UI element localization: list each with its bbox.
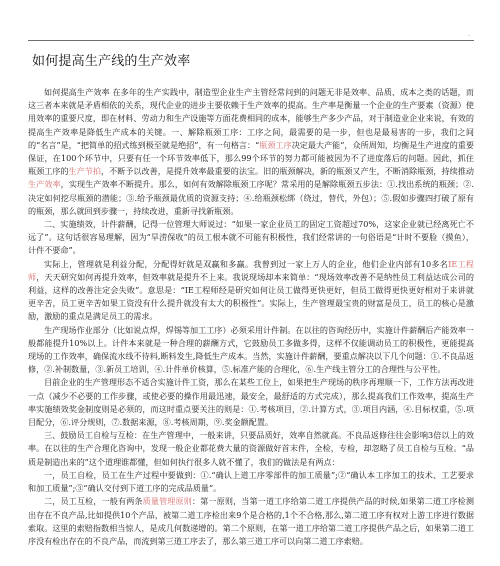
body-paragraph (28, 258, 474, 324)
text-run: 一，员工自检，员工在生产过程中要做到：①.“确认上道工序零部件的加工质量”;②“确认本工序加工的技术、工艺要求和加工质量”;③“确认交付到下道工序的完成品质量”。 (28, 469, 474, 494)
text-run: 三、鼓励员工自检与互检：在生产管理中，一般来讲，只要品质好，效率自然就高。不良品返修往往会影响3倍以上的效率。在以往的生产合理化咨询中，发现一般企业都花费大量的资源做好首末件，全检，专检，却忽略了员工自检与互检。“品质是制造出来的”这个道理谁都懂，但如何执行很多人就不懂了，我们的做法是有两点： (28, 430, 474, 467)
header-rule (28, 40, 474, 41)
corner-mark: · (468, 33, 470, 40)
text-run: 如何提高生产效率 在多年的生产实践中，制造型企业生产主管经常问到的问题无非是效率、品质、成本之类的话题，而这三者本来就是矛盾相依的关系，现代企业的进步主要依赖于生产效率的提高。生产率是衡量一个企业的生产要素（资源）使用效率的重要尺度，即在材料、劳动力和生产设施等方面花费相同的成本，能够生产多少产品，对于制造业企业来说，有效的提高生产效率是降低生产成本的关键。 (28, 87, 474, 137)
document-title: 如何提高生产线的生产效率 (32, 54, 191, 69)
highlighted-term: 生产节拍 (68, 166, 101, 177)
highlighted-term: 生产效率 (28, 179, 61, 190)
highlighted-term: IE工程师 (28, 258, 474, 282)
text-run: ，不断予以改善，是提升效率最重要的法宝。旧的瓶颈解决，新的瓶颈又产生，不断消除瓶颈，持续推动 (100, 166, 474, 177)
body-paragraph (28, 376, 474, 429)
body-paragraph (28, 218, 474, 258)
document-body (28, 86, 474, 548)
text-run: 二，员工互检，一般有两条 (44, 496, 143, 507)
body-paragraph (28, 86, 474, 218)
text-run: 一、解除瓶颈工序：工序之间，最需要的是一步，但也是最易害的一步，我们之间的“名言”是，“把简单的招式练到极至就是绝招”，有一句格言：“ (28, 126, 474, 150)
body-paragraph (28, 469, 474, 495)
text-run: ：第一原则，当第一道工序给第二道工序提供产品的时候,如果第二道工序检测出存在不良产品,比如提供10个产品，被第二道工序检出来9个是合格的,1个不合格,那么,第二道工序有权对上游工序进行数据索取。这里的索赔指数相当惊人，是成几何数递增的。第二个原则，在第一道工序给第二道工序提供产品之后，如果第二道工序没有检出存在的不良产品，而流到第三道工序去了，那么第三道工序可以向第二道工序索赔。 (28, 496, 474, 546)
highlighted-term: 瓶颈工序 (259, 139, 292, 150)
body-paragraph (28, 429, 474, 469)
text-run: 生产现场作业部分（比如说点焊，焊锡等加工工序）必须采用计件制。在以往的咨询经历中，实施计件薪酬后产能效率一般都能提升10%以上。计件本来就是一种合理的薪酬方式，它鼓励员工多做多得，这样不仅能调动员工的积极性，更能提高现场的工作效率，确保流水线不待料,断料发生,降低生产成本。当然，实施计件薪酬，要重点解决以下几个问题：①.不良品返修，②.补制数量，③.新员工培训，④.计件单价核算，⑤.标准产能的合理化，⑥.生产线主管分工的合理性与公平性。 (28, 324, 474, 375)
text-run: 决定最大产能”，众所周知，均衡是生产进度的重要保证，在100个环节中，只要有任一个环节效率低下，那么99个环节的努力都可能被因为不了进度落后的问题。因此，抓住瓶颈工序的 (28, 139, 474, 177)
highlighted-term: 质量管理原则 (142, 496, 192, 507)
text-run: 目前企业的生产管理形态不适合实施计件工资，那么在某些工位上，如果把生产现场的秩序再理顺一下，工作方法再改进一点（减少不必要的工作步骤，或使必要的操作用最迅速，最安全，最舒适的方式完成），那么提高我们工作效率，提高生产率实施绩效奖金制度则是必须的，而这时重点要关注的则是：①.考核项目，②.计算方式，③.项目内涵，④.目标权重，⑤.项目配分，⑥.评分规则，⑦.数据来源，⑧.考核周期，⑨.奖金额配置。 (28, 377, 474, 428)
text-run: ，实现生产效率不断提升。那么，如何有效解除瓶颈工序呢？常采用的是解除瓶颈五步法：①.找出系统的瓶颈；②.决定如何挖尽瓶颈的潜能；③.给予瓶颈最优质的资源支持；④.给瓶颈松绑（绕过，替代，外包）；⑤.假如步骤四打破了原有的瓶颈，那么就回到步骤一，持续改进，重新寻找新瓶颈。 (28, 179, 474, 216)
text-run: ，天天研究如何再提升效率，但效率就是提升不上来。我说现场却本来简单：“现场效率改善不是纳性员工利益达成公司的利益，这样的改善注定会失败”。意思是：“IE工程师经是研究如何让员工做得更快更好，但员工做得更快更好相对于来讲就更辛苦，员工更辛苦如果工资没有什么提升就没有太大的积极性”。实际上，生产管理最宝贵的财富是员工，员工的核心是激励，激励的重点是满足员工的需求。 (28, 271, 474, 322)
text-run: 二、实施绩效，计件薪酬，记得一位管理大师说过：“如果一家企业员工的固定工资超过70%，这家企业就已经离死亡不远了”。这句话很容易理解，因为“旱涝保收”的员工根本就不可能有积极性，我们经常讲的一句俗语是“计时不要脸（摸鱼），计件不要命”。 (28, 219, 474, 256)
body-paragraph (28, 324, 474, 377)
text-run: 实际上，管理就是利益分配，分配得好就是双赢和多赢。我曾到过一家上万人的企业，他们企业内部有10多名 (44, 258, 449, 269)
body-paragraph (28, 495, 474, 548)
